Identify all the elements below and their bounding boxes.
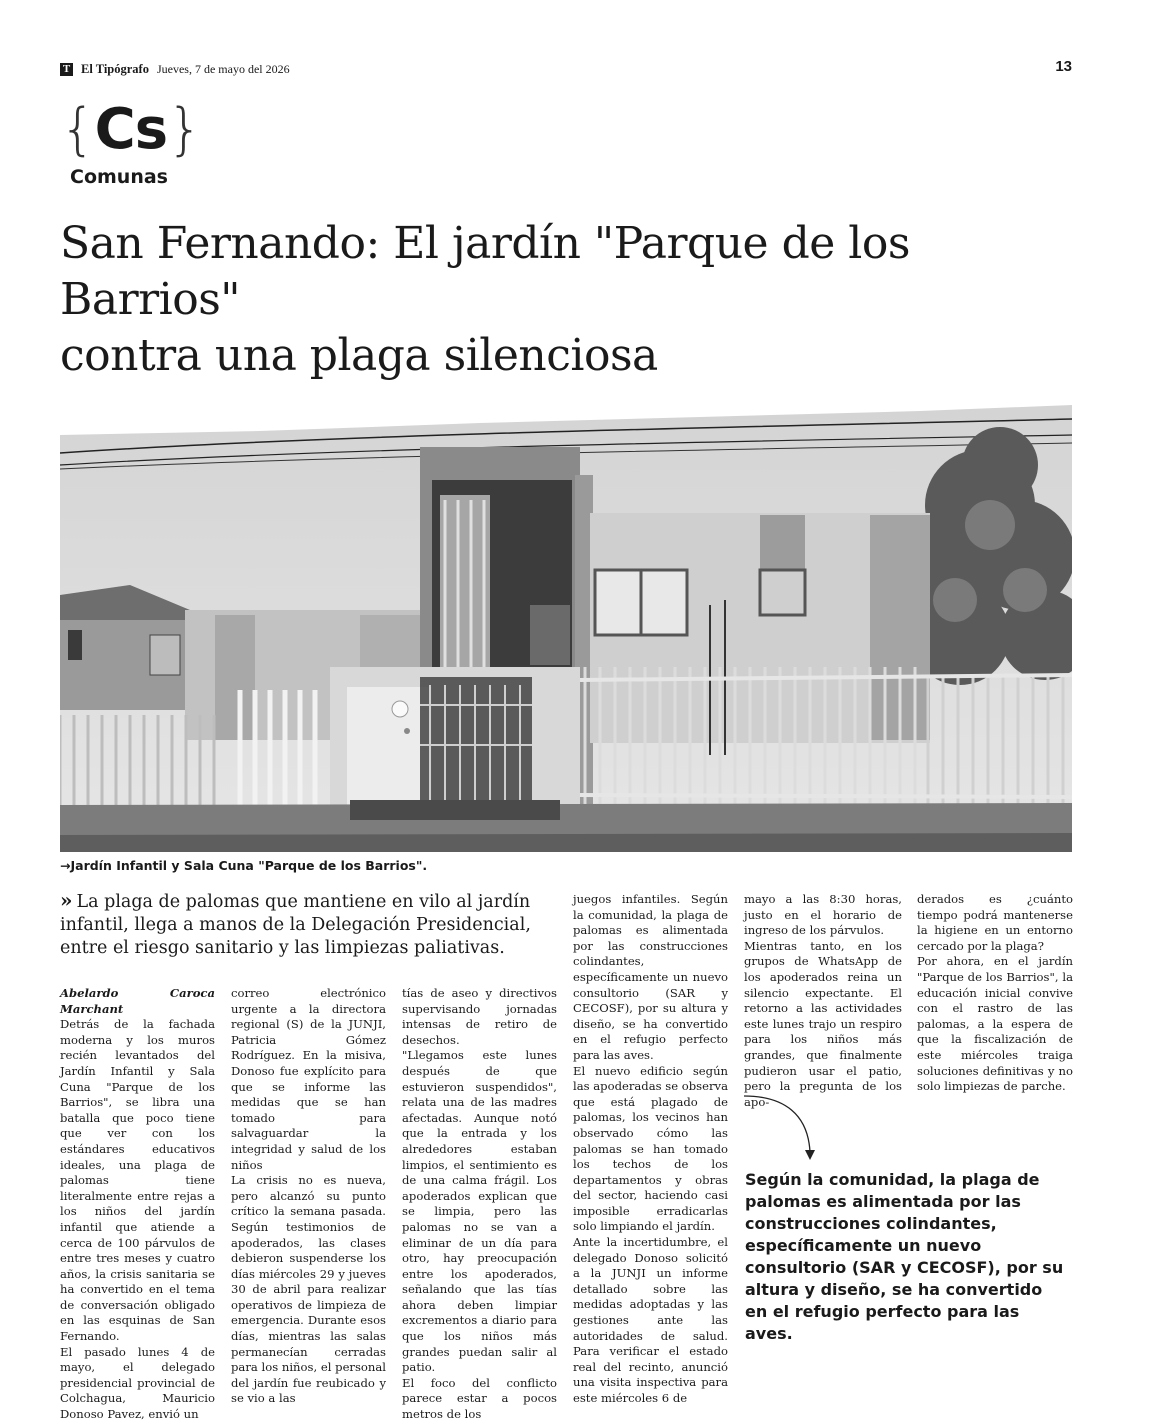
article-column-6 [917,892,1073,1095]
article-column-4 [573,892,728,1407]
section-mark [60,97,202,162]
article-column-1 [60,986,215,1423]
caption-arrow-icon: → [60,858,71,873]
section-close-brace: } [167,97,202,162]
article-lead [60,889,540,960]
article-author: Abelardo Caroca Marchant [60,986,215,1016]
column-5-paragraph-1: mayo a las 8:30 horas, justo en el horario de ingreso de los párvulos. [744,892,902,938]
page-number: 13 [1055,58,1072,75]
section-open-brace: { [60,97,95,162]
article-column-5 [744,892,902,1110]
newspaper-logo-icon: T [60,63,73,76]
lead-quote-icon: » [60,888,73,912]
article-photo [60,405,1072,852]
column-2-paragraph-2: La crisis no es nueva, pero alcanzó su punto crítico la semana pasada. Según testimonios de apoderados, las clases debieron suspenderse los días miércoles 29 y jueves 30 de abril para realizar operativos de limpieza de emergencia. Durante esos días, mientras las salas permanecían cerradas para los niños, el personal del jardín fue reubicado y se vio a las [231,1173,386,1406]
column-5-paragraph-2: Mientras tanto, en los grupos de WhatsApp de los apoderados reina un silencio expectante. El retorno a las actividades este lunes trajo un respiro para los niños más grandes, que finalmente pudieron usar el patio, pero la pregunta de los apo- [744,938,902,1109]
newspaper-name: El Tipógrafo [81,61,149,76]
headline-line-2: contra una plaga silenciosa [60,330,658,381]
article-headline [60,216,1090,384]
pull-quote-arrow-icon [740,1090,830,1165]
article-column-3 [402,986,557,1423]
column-4-paragraph-3: Ante la incertidumbre, el delegado Donoso solicitó a la JUNJI un informe detallado sobre las medidas adoptadas y las gestiones ante las autoridades de salud. Para verificar el estado real del recinto, anunció una visita inspectiva para este miércoles 6 de [573,1235,728,1405]
column-1-paragraph-2: El pasado lunes 4 de mayo, el delegado presidencial provincial de Colchagua, Mauricio Donoso Pavez, envió un [60,1344,215,1422]
column-3-paragraph-2: "Llegamos este lunes después de que estuvieron suspendidos", relata una de las madres afectadas. Aunque notó que la entrada y los alrededores estaban limpios, el sentimiento es de una calma frágil. Los apoderados explican que se limpia, pero las palomas no se van a eliminar de un día para otro, hay preocupación entre los apoderados, señalando que las tías ahora deben limpiar excrementos a diario para que los niños más grandes puedan salir al patio. [402,1048,557,1375]
section-code: Cs [94,97,168,162]
column-1-paragraph-1: Detrás de la fachada moderna y los muros recién levantados del Jardín Infantil y Sala Cuna "Parque de los Barrios", se libra una batalla que poco tiene que ver con los estándares educativos ideales, una plaga de palomas tiene literalmente entre rejas a los niños del jardín infantil que atiende a cerca de 100 párvulos de entre tres meses y cuatro años, la crisis sanitaria se ha convertido en el tema de conversación obligado en las esquinas de San Fernando. [60,1017,215,1344]
headline-line-1: San Fernando: El jardín "Parque de los Barrios" [60,218,910,325]
column-6-paragraph-1: derados es ¿cuánto tiempo podrá mantenerse la higiene en un entorno cercado por la plaga? [917,892,1073,953]
issue-date: Jueves, 7 de mayo del 2026 [156,61,290,76]
lead-text: La plaga de palomas que mantiene en vilo al jardín infantil, llega a manos de la Delegación Presidencial, entre el riesgo sanitario y las limpiezas paliativas. [60,892,531,958]
column-2-paragraph-1: correo electrónico urgente a la directora regional (S) de la JUNJI, Patricia Gómez Rodríguez. En la misiva, Donoso fue explícito para que se informe las medidas que se han tomado para salvaguardar la integridad y salud de los niños [231,986,386,1172]
column-3-paragraph-1: tías de aseo y directivos supervisando jornadas intensas de retiro de desechos. [402,986,557,1047]
section-name: Comunas [70,166,168,188]
article-column-2 [231,986,386,1407]
caption-text: Jardín Infantil y Sala Cuna "Parque de los Barrios". [70,858,428,873]
column-3-paragraph-3: El foco del conflicto parece estar a pocos metros de los [402,1375,557,1422]
pull-quote: Según la comunidad, la plaga de palomas es alimentada por las construcciones colindantes, específicamente un nuevo consultorio (SAR y CECOSF), por su altura y diseño, se ha convertido en el refugio perfecto para las aves. [745,1170,1064,1343]
column-6-paragraph-2: Por ahora, en el jardín "Parque de los Barrios", la educación inicial convive con el rastro de las palomas, a la espera de que la fiscalización de este miércoles traiga soluciones definitivas y no solo limpiezas de parche. [917,954,1073,1094]
column-4-paragraph-1: juegos infantiles. Según la comunidad, la plaga de palomas es alimentada por las construcciones colindantes, específicamente un nuevo consultorio (SAR y CECOSF), por su altura y diseño, se ha convertido en el refugio perfecto para las aves. [573,892,728,1062]
photo-caption [60,858,427,873]
column-4-paragraph-2: El nuevo edificio según las apoderadas se observa que está plagado de palomas, los vecinos han observado cómo las palomas se han tomado los techos de los departamentos y obras del sector, haciendo casi imposible erradicarlas solo limpiando el jardín. [573,1063,728,1234]
masthead [60,60,290,78]
